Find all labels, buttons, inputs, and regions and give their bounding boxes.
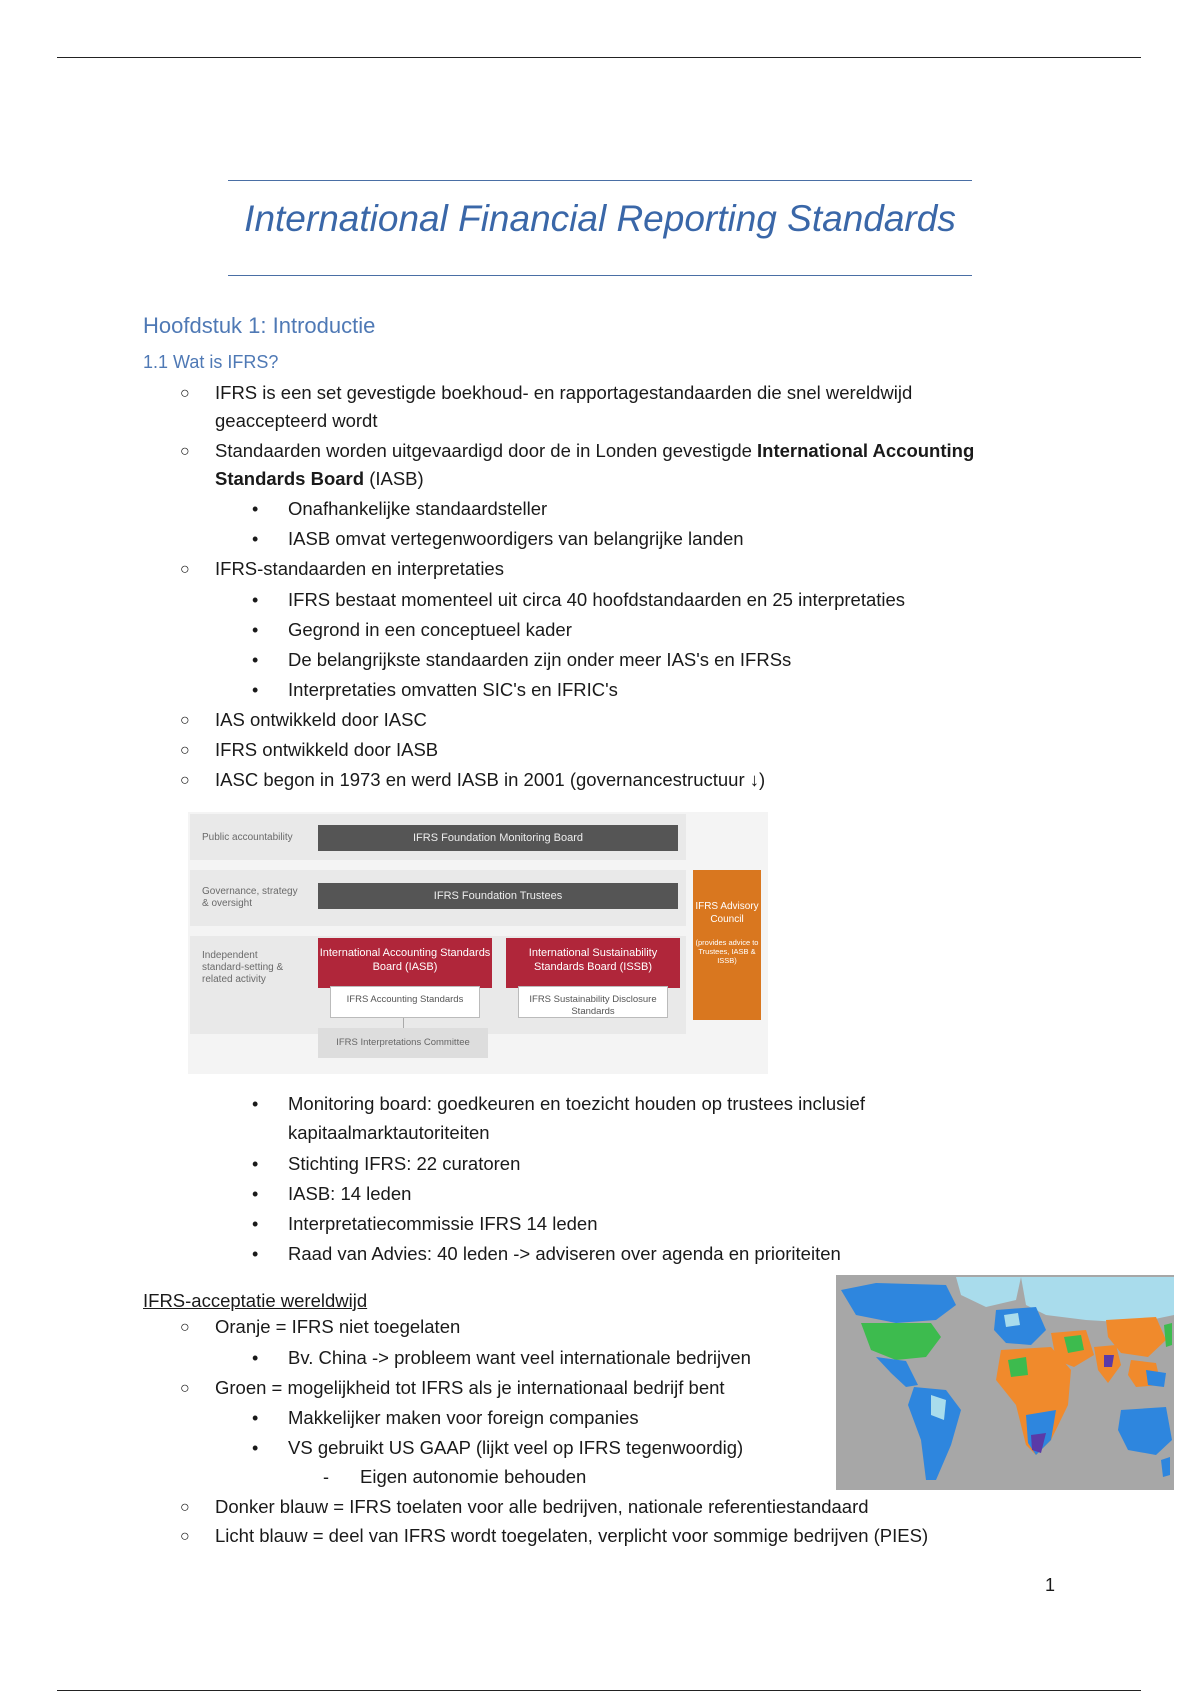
acceptance-subsubitem: Eigen autonomie behouden: [360, 1466, 587, 1487]
disc-bullet: •: [252, 529, 259, 549]
disc-bullet: •: [252, 1154, 259, 1174]
disc-bullet: •: [252, 499, 259, 519]
world-map: [836, 1275, 1174, 1490]
disc-bullet: •: [252, 680, 259, 700]
advisory-title: IFRS Advisory Council: [695, 901, 759, 925]
acceptance-item: Oranje = IFRS niet toegelaten: [215, 1316, 461, 1337]
title-bottom-rule: [228, 275, 972, 276]
band-label: Independent standard-setting & related activity: [202, 950, 284, 985]
acceptance-heading: IFRS-acceptatie wereldwijd: [143, 1290, 368, 1311]
chapter-heading: Hoofdstuk 1: Introductie: [143, 313, 376, 338]
dash-bullet: -: [323, 1467, 329, 1487]
acceptance-item: Donker blauw = IFRS toelaten voor alle bedrijven, nationale referentiestandaard: [215, 1496, 869, 1517]
advisory-note: (provides advice to Trustees, IASB & ISSB): [695, 938, 759, 965]
sub-item: Interpretaties omvatten SIC's en IFRIC's: [288, 679, 618, 700]
disc-bullet: •: [252, 620, 259, 640]
disc-bullet: •: [252, 1184, 259, 1204]
disc-bullet: •: [252, 1244, 259, 1264]
footer-rule: [57, 1690, 1141, 1691]
sub-item: De belangrijkste standaarden zijn onder meer IAS's en IFRSs: [288, 649, 792, 670]
circle-bullet: ○: [180, 742, 190, 759]
circle-bullet: ○: [180, 561, 190, 578]
band-label: Public accountability: [202, 832, 293, 843]
acceptance-subitem: Makkelijker maken voor foreign companies: [288, 1407, 639, 1428]
circle-bullet: ○: [180, 1380, 190, 1397]
circle-bullet: ○: [180, 772, 190, 789]
disc-bullet: •: [252, 1094, 259, 1114]
circle-bullet: ○: [180, 1528, 190, 1545]
circle-bullet: ○: [180, 1499, 190, 1516]
intro-text: Standaarden worden uitgevaardigd door de in Londen gevestigde: [215, 440, 758, 461]
world-map-graphic: [836, 1275, 1174, 1490]
iasb-box: International Accounting Standards Board (IASB): [318, 938, 492, 988]
circle-bullet: ○: [180, 1319, 190, 1336]
section-heading: 1.1 Wat is IFRS?: [143, 352, 279, 372]
intro-line: IFRS ontwikkeld door IASB: [215, 739, 439, 760]
circle-bullet: ○: [180, 385, 190, 402]
acceptance-item: Licht blauw = deel van IFRS wordt toegelaten, verplicht voor sommige bedrijven (PIES): [215, 1525, 929, 1546]
acceptance-item: Groen = mogelijkheid tot IFRS als je internationaal bedrijf bent: [215, 1377, 725, 1398]
monitoring-board-box: IFRS Foundation Monitoring Board: [318, 825, 678, 851]
iasb-output-box: IFRS Accounting Standards: [330, 986, 480, 1018]
intro-line: IFRS is een set gevestigde boekhoud- en rapportagestandaarden die snel wereldwijd: [215, 382, 913, 403]
disc-bullet: •: [252, 590, 259, 610]
governance-note: IASB: 14 leden: [288, 1183, 412, 1204]
intro-line: [215, 439, 974, 463]
intro-bold: Standards Board: [215, 468, 365, 489]
circle-bullet: ○: [180, 443, 190, 460]
governance-note: Interpretatiecommissie IFRS 14 leden: [288, 1213, 598, 1234]
disc-bullet: •: [252, 1408, 259, 1428]
advisory-council-box: [693, 870, 761, 1020]
disc-bullet: •: [252, 650, 259, 670]
band-label: Governance, strategy & oversight: [202, 886, 298, 909]
disc-bullet: •: [252, 1438, 259, 1458]
acceptance-subitem: Bv. China -> probleem want veel internationale bedrijven: [288, 1347, 751, 1368]
issb-output-box: IFRS Sustainability Disclosure Standards: [518, 986, 668, 1018]
interpretations-committee-box: IFRS Interpretations Committee: [318, 1028, 488, 1058]
disc-bullet: •: [252, 1214, 259, 1234]
intro-line: IASC begon in 1973 en werd IASB in 2001 (governancestructuur ↓): [215, 769, 766, 790]
governance-note: Monitoring board: goedkeuren en toezicht houden op trustees inclusief: [288, 1093, 865, 1114]
disc-bullet: •: [252, 1348, 259, 1368]
governance-note: Raad van Advies: 40 leden -> adviseren over agenda en prioriteiten: [288, 1243, 841, 1264]
circle-bullet: ○: [180, 712, 190, 729]
governance-note: Stichting IFRS: 22 curatoren: [288, 1153, 521, 1174]
governance-note: kapitaalmarktautoriteiten: [288, 1122, 490, 1143]
intro-bold: International Accounting: [757, 440, 975, 461]
page-number: 1: [1045, 1575, 1056, 1595]
document-title: International Financial Reporting Standards: [244, 198, 956, 239]
governance-diagram: [188, 812, 768, 1074]
intro-text: (IASB): [364, 468, 424, 489]
intro-line: IFRS-standaarden en interpretaties: [215, 558, 504, 579]
intro-line: IAS ontwikkeld door IASC: [215, 709, 427, 730]
issb-box: International Sustainability Standards Board (ISSB): [506, 938, 680, 988]
sub-item: IASB omvat vertegenwoordigers van belangrijke landen: [288, 528, 744, 549]
acceptance-subitem: VS gebruikt US GAAP (lijkt veel op IFRS tegenwoordig): [288, 1437, 744, 1458]
title-top-rule: [228, 180, 972, 181]
trustees-box: IFRS Foundation Trustees: [318, 883, 678, 909]
sub-item: Gegrond in een conceptueel kader: [288, 619, 572, 640]
intro-line: [215, 467, 424, 491]
header-rule: [57, 57, 1141, 58]
sub-item: Onafhankelijke standaardsteller: [288, 498, 548, 519]
sub-item: IFRS bestaat momenteel uit circa 40 hoofdstandaarden en 25 interpretaties: [288, 589, 906, 610]
intro-line: geaccepteerd wordt: [215, 410, 378, 431]
